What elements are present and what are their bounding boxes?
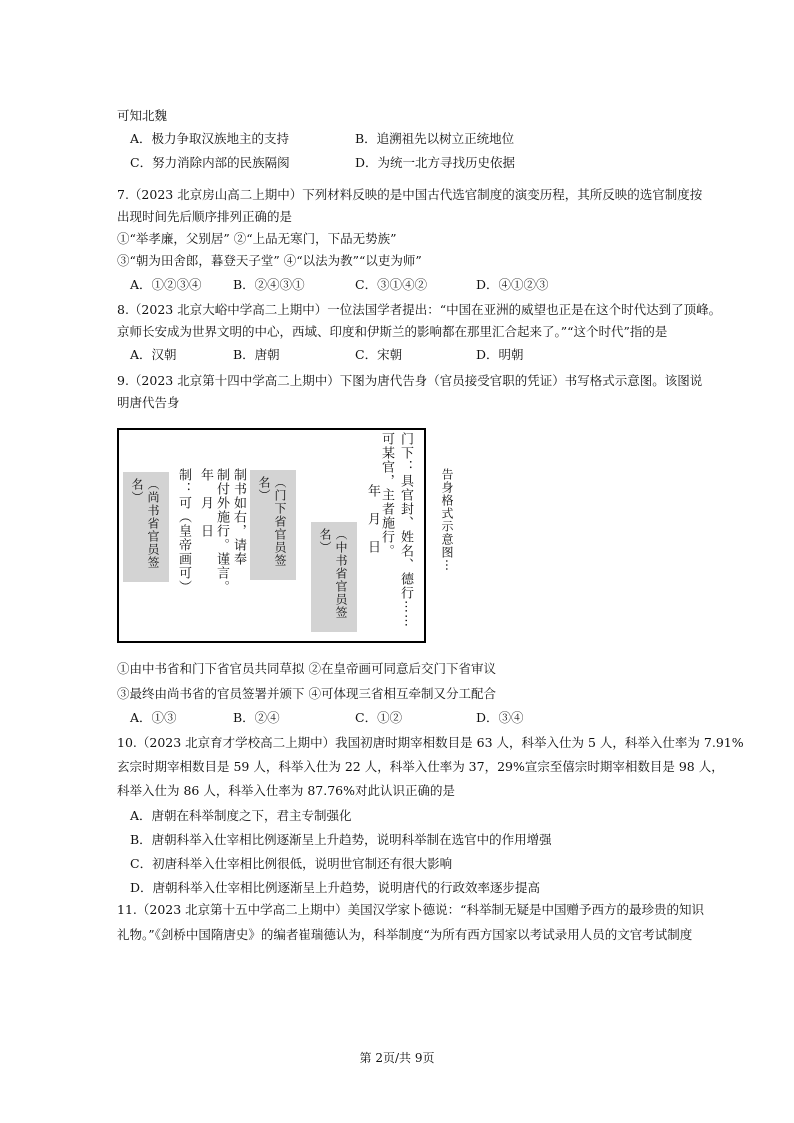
option-q7A: A．①②③④ [130,277,202,292]
option-q9C: C．①② [355,710,403,725]
diagram-col-date1: 年 月 日 [365,484,380,554]
diagram-col-date2: 年 月 日 [198,468,213,538]
option-q10C: C．初唐科举入仕宰相比例很低，说明世官制还有很大影响 [130,856,453,871]
option-q8A: A．汉朝 [130,347,177,362]
text-line-l0: 可知北魏 [117,108,168,123]
diagram-col-kemouguan: 可某官，主者施行。 [379,432,394,558]
diagram-box-menxia [250,470,296,580]
option-q6D: D．为统一北方寻找历史依据 [355,155,516,170]
text-line-q9d: ③最终由尚书省的官员签署并颁下 ④可体现三省相互牵制又分工配合 [117,686,496,701]
text-line-q10b: 玄宗时期宰相数目是 59 人，科举入仕为 22 人，科举入仕率为 37，29%宣宗至僖宗时期宰相数目是 98 人， [117,759,724,774]
option-q9D: D．③④ [476,710,524,725]
text-line-q7c: ①“举孝廉，父别居” ②“上品无寒门，下品无势族” [117,231,397,246]
gaoshen-format-diagram [117,428,426,643]
page-footer: 第 2页/共 9页 [359,1051,435,1065]
option-q6C: C．努力消除内部的民族隔阂 [130,155,290,170]
text-line-q7a: 7.（2023 北京房山高二上期中）下列材料反映的是中国古代选官制度的演变历程，其所反映的选官制度按 [117,187,703,202]
text-line-q7d: ③“朝为田舍郎，暮登天子堂” ④“以法为教”“以吏为师” [117,253,422,268]
option-q7C: C．③①④② [355,277,428,292]
diagram-box-zhongshu-text: （中书省官员签名） [318,528,348,619]
text-line-q10c: 科举入仕为 86 人，科举入仕率为 87.76%对此认识正确的是 [117,783,455,798]
text-line-q9b: 明唐代告身 [117,395,180,410]
diagram-col-menxia: 门下：具官封、姓名、德行⋯⋯ [398,432,413,628]
diagram-box-shangshu-text: （尚书省官员签名） [130,478,160,569]
diagram-col-zhishu2: 制付外施行。谨言。 [214,468,229,594]
option-q6B: B．追溯祖先以树立正统地位 [355,131,515,146]
option-q9B: B．②④ [233,710,280,725]
option-q6A: A．极力争取汉族地主的支持 [130,131,290,146]
option-q10B: B．唐朝科举入仕宰相比例逐渐呈上升趋势，说明科举制在选官中的作用增强 [130,832,552,847]
option-q9A: A．①③ [130,710,177,725]
diagram-box-zhongshu [311,522,357,632]
option-q8D: D．明朝 [476,347,524,362]
option-q8C: C．宋朝 [355,347,403,362]
text-line-q7b: 出现时间先后顺序排列正确的是 [117,209,293,224]
text-line-q8b: 京师长安成为世界文明的中心，西域、印度和伊斯兰的影响都在那里汇合起来了。”“这个时代”指的是 [117,324,668,339]
text-line-q8a: 8.（2023 北京大峪中学高二上期中）一位法国学者提出：“中国在亚洲的威望也正是在这个时代达到了顶峰。 [117,302,722,317]
text-line-q11a: 11.（2023 北京第十五中学高二上期中）美国汉学家卜德说：“科举制无疑是中国赠予西方的最珍贵的知识 [117,902,705,917]
option-q10D: D．唐朝科举入仕宰相比例逐渐呈上升趋势，说明唐代的行政效率逐步提高 [130,880,541,895]
option-q7B: B．②④③① [233,277,305,292]
option-q8B: B．唐朝 [233,347,280,362]
diagram-box-shangshu [123,472,169,582]
text-line-q11b: 礼物。”《剑桥中国隋唐史》的编者崔瑞德认为，科举制度“为所有西方国家以考试录用人员的文官考试制度 [117,927,693,942]
diagram-col-zhike: 制：可（皇帝画可） [176,468,191,594]
diagram-col-zhishu1: 制书如右，请奉 [231,468,246,566]
text-line-q9c: ①由中书省和门下省官员共同草拟 ②在皇帝画可同意后交门下省审议 [117,661,496,676]
text-line-q9a: 9.（2023 北京第十四中学高二上期中）下图为唐代告身（官员接受官职的凭证）书写格式示意图。该图说 [117,373,703,388]
diagram-box-menxia-text: （门下省官员签名） [257,476,287,567]
text-line-q10a: 10.（2023 北京育才学校高二上期中）我国初唐时期宰相数目是 63 人，科举入仕为 5 人，科举入仕率为 7.91% [117,735,744,750]
diagram-title: 告身格式示意图⋯ [440,468,454,572]
option-q10A: A．唐朝在科举制度之下，君主专制强化 [130,808,352,823]
option-q7D: D．④①②③ [476,277,549,292]
